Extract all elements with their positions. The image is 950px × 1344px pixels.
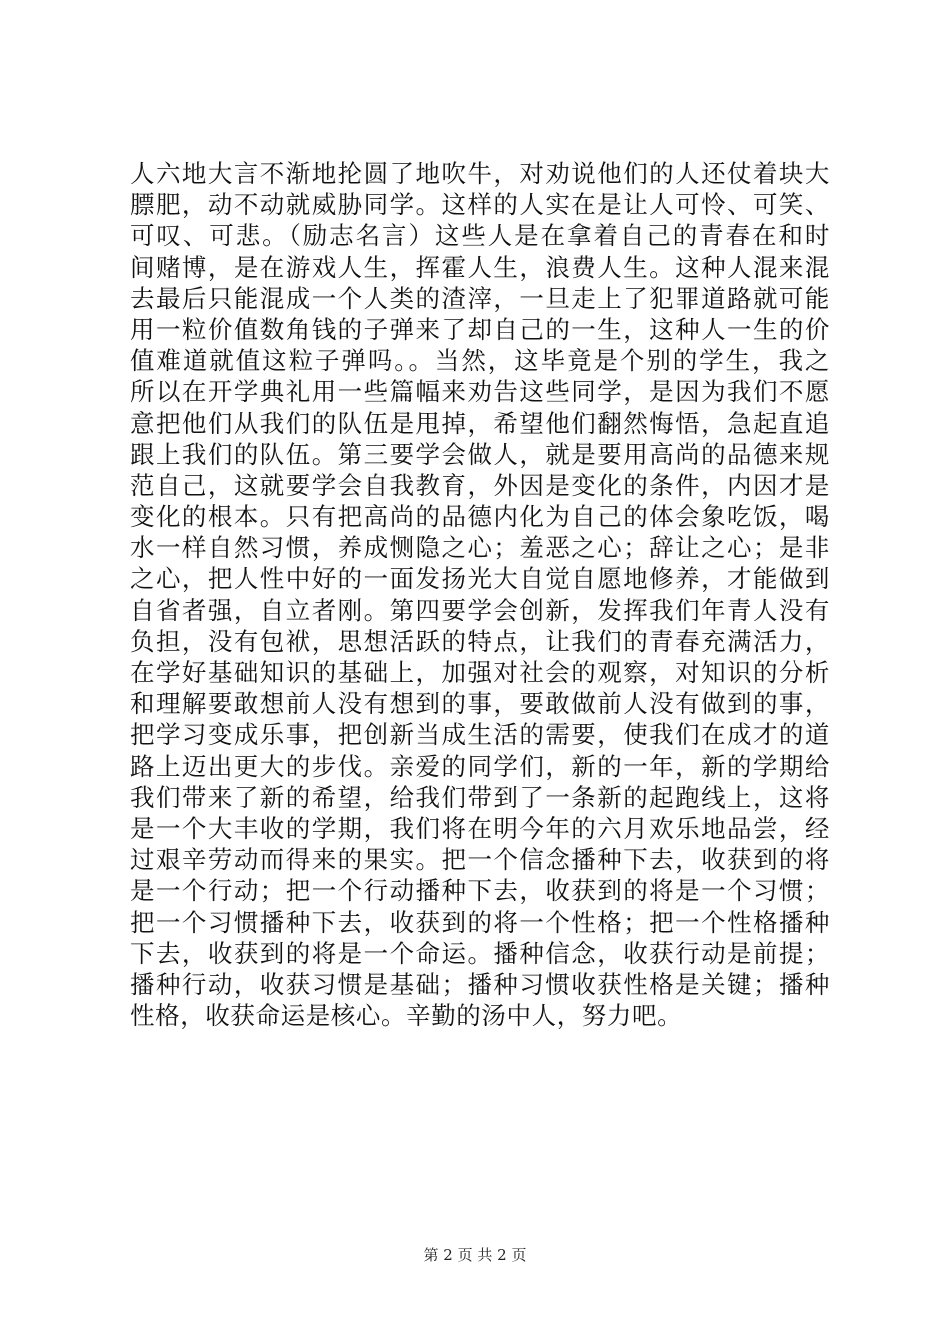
- text-line: 自省者强，自立者刚。第四要学会创新，发挥我们年青人没有: [130, 595, 830, 625]
- text-line: 在学好基础知识的基础上，加强对社会的观察，对知识的分析: [130, 658, 830, 687]
- text-line: 人六地大言不渐地抡圆了地吹牛，对劝说他们的人还仗着块大: [130, 159, 830, 188]
- page-number-footer: 第 2 页 共 2 页: [423, 1246, 527, 1264]
- text-line: 我们带来了新的希望，给我们带到了一条新的起跑线上，这将: [130, 782, 830, 812]
- text-line: 范自己，这就要学会自我教育，外因是变化的条件，内因才是: [130, 470, 830, 500]
- text-line: 水一样自然习惯，养成恻隐之心；羞恶之心；辞让之心；是非: [130, 533, 830, 563]
- text-line-last: 性格，收获命运是核心。辛勤的汤中人，努力吧。: [130, 1001, 683, 1031]
- text-line: 膘肥，动不动就威胁同学。这样的人实在是让人可怜、可笑、: [130, 190, 830, 220]
- text-line: 把学习变成乐事，把创新当成生活的需要，使我们在成才的道: [130, 720, 830, 750]
- text-line: 和理解要敢想前人没有想到的事，要敢做前人没有做到的事，: [130, 689, 830, 719]
- text-line: 下去，收获到的将是一个命运。播种信念，收获行动是前提；: [130, 938, 830, 968]
- text-line: 路上迈出更大的步伐。亲爱的同学们，新的一年，新的学期给: [130, 751, 830, 781]
- text-line: 负担，没有包袱，思想活跃的特点，让我们的青春充满活力，: [130, 626, 830, 656]
- text-line: 所以在开学典礼用一些篇幅来劝告这些同学，是因为我们不愿: [130, 377, 830, 407]
- text-line: 去最后只能混成一个人类的渣滓，一旦走上了犯罪道路就可能: [130, 283, 830, 313]
- text-line: 值难道就值这粒子弹吗。。当然，这毕竟是个别的学生，我之: [130, 346, 830, 376]
- text-line: 播种行动，收获习惯是基础；播种习惯收获性格是关键；播种: [130, 969, 830, 999]
- text-line: 可叹、可悲。（励志名言）这些人是在拿着自己的青春在和时: [130, 221, 830, 251]
- body-text: [130, 158, 830, 1031]
- text-line: 跟上我们的队伍。第三要学会做人，就是要用高尚的品德来规: [130, 439, 830, 469]
- text-line: 意把他们从我们的队伍是甩掉，希望他们翻然悔悟，急起直追: [130, 408, 830, 438]
- text-line: 是一个大丰收的学期，我们将在明今年的六月欢乐地品尝，经: [130, 813, 830, 843]
- text-line: 之心，把人性中好的一面发扬光大自觉自愿地修养，才能做到: [130, 564, 830, 594]
- text-line: 间赌博，是在游戏人生，挥霍人生，浪费人生。这种人混来混: [130, 252, 830, 282]
- text-line: 用一粒价值数角钱的子弹来了却自己的一生，这种人一生的价: [130, 314, 830, 344]
- text-line: 变化的根本。只有把高尚的品德内化为自己的体会象吃饭，喝: [130, 502, 830, 532]
- text-line: 是一个行动；把一个行动播种下去，收获到的将是一个习惯；: [130, 876, 830, 906]
- text-line: 过艰辛劳动而得来的果实。把一个信念播种下去，收获到的将: [130, 845, 830, 875]
- text-line: 把一个习惯播种下去，收获到的将一个性格；把一个性格播种: [130, 907, 830, 937]
